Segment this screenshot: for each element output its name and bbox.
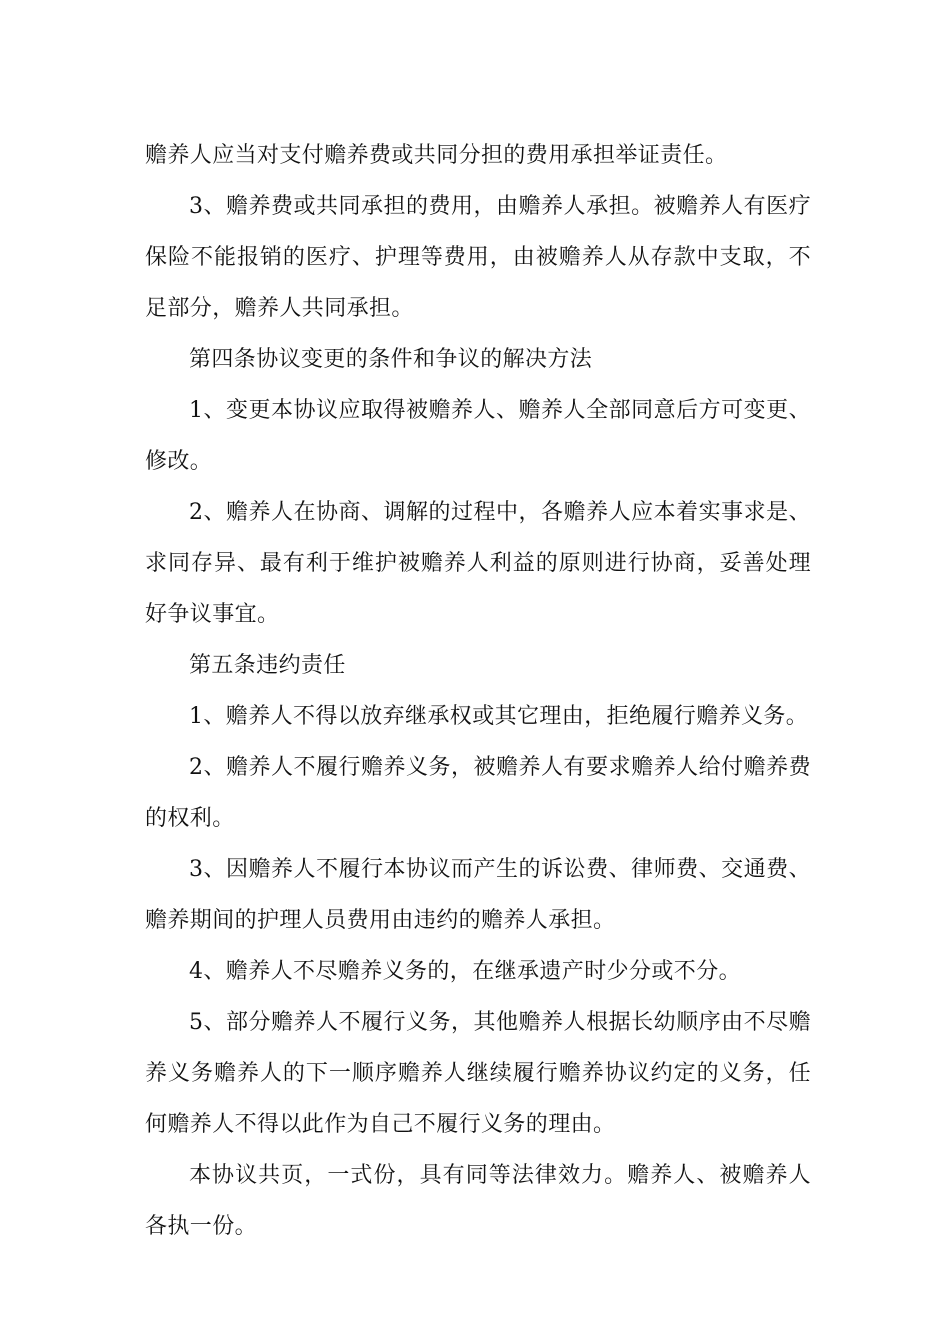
paragraph-clause-5-1: 1、赡养人不得以放弃继承权或其它理由，拒绝履行赡养义务。 — [189, 704, 809, 729]
paragraph-clause-4-2: 2、赡养人在协商、调解的过程中，各赡养人应本着实事求是、求同存异、最有利于维护被赡养人利益的原则进行协商，妥善处理好争议事宜。 — [145, 500, 811, 627]
paragraph-clause-3-costs: 3、赡养费或共同承担的费用，由赡养人承担。被赡养人有医疗保险不能报销的医疗、护理等费用，由被赡养人从存款中支取，不足部分，赡养人共同承担。 — [145, 194, 811, 321]
paragraph-closing: 本协议共页，一式份，具有同等法律效力。赡养人、被赡养人各执一份。 — [145, 1163, 811, 1239]
heading-article-4: 第四条协议变更的条件和争议的解决方法 — [189, 347, 593, 372]
paragraph-clause-4-1: 1、变更本协议应取得被赡养人、赡养人全部同意后方可变更、修改。 — [145, 398, 811, 474]
paragraph-clause-5-4: 4、赡养人不尽赡养义务的，在继承遗产时少分或不分。 — [189, 959, 741, 984]
paragraph-clause-5-5: 5、部分赡养人不履行义务，其他赡养人根据长幼顺序由不尽赡养义务赡养人的下一顺序赡养人继续履行赡养协议约定的义务，任何赡养人不得以此作为自己不履行义务的理由。 — [145, 1010, 811, 1137]
document-body — [145, 130, 811, 1252]
paragraph-clause-5-2: 2、赡养人不履行赡养义务，被赡养人有要求赡养人给付赡养费的权利。 — [145, 755, 811, 831]
paragraph-burden-of-proof: 赡养人应当对支付赡养费或共同分担的费用承担举证责任。 — [145, 143, 728, 168]
heading-article-5: 第五条违约责任 — [189, 653, 346, 678]
paragraph-clause-5-3: 3、因赡养人不履行本协议而产生的诉讼费、律师费、交通费、赡养期间的护理人员费用由违约的赡养人承担。 — [145, 857, 811, 933]
